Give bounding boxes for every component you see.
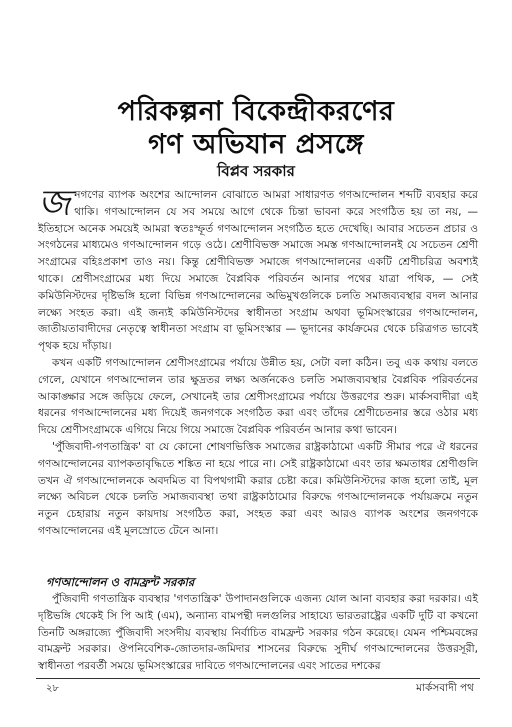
article-title-line-2: গণ অভিযান প্রসঙ্গে: [148, 129, 364, 160]
section-heading: গণআন্দোলন ও বামফ্রন্ট সরকার: [46, 575, 195, 589]
section-body: [38, 591, 478, 675]
paragraph-1: [38, 183, 478, 355]
journal-name: মার্কসবাদী পথ: [416, 682, 474, 694]
paragraph-1-text: নগণের ব্যাপক অংশের আন্দোলন বোঝাতে আমরা সাধারণত গণআন্দোলন শব্দটি ব্যবহার করে থাকি। গণআন্দোলন যে সব সময়ে আগে থেকে চিন্তা ভাবনা করে সংগঠিত হয় তা নয়, — ইতিহাসে অনেক সময়েই আমরা স্বতঃস্ফূর্ত গণআন্দোলন সংগঠিত হতে দেখেছি। আবার সচেতন প্রচার ও সংগঠনের মাধ্যমেও গণআন্দোলন গড়ে ওঠে। শ্রেণীবিভক্ত সমাজে সমস্ত গণআন্দোলনই যে সচেতন শ্রেণী সংগ্রামের বহিঃপ্রকাশ তাও নয়। কিন্তু শ্রেণীবিভক্ত সমাজে গণআন্দোলনের একটি শ্রেণীচরিত্র অবশ্যই থাকে। শ্রেণীসংগ্রামের মধ্য দিয়ে সমাজে বৈপ্লবিক পরিবর্তন আনার পথের যাত্রা পথিক, — সেই কমিউনিস্টদের দৃষ্টিভঙ্গি হলো বিভিন্ন গণআন্দোলনের অভিমুখগুলিকে চলতি সমাজব্যবস্থার বদল আনার লক্ষ্যে সংহত করা। এই জন্যই কমিউনিস্টদের স্বাধীনতা সংগ্রাম অথবা ভূমিসংস্কারের গণআন্দোলন, জাতীয়তাবাদীদের নেতৃত্বে স্বাধীনতা সংগ্রাম বা ভূমিসংস্কার — ভূদানের কার্যক্রমের থেকে চরিত্রগত ভাবেই পৃথক হয়ে দাঁড়ায়।: [38, 189, 478, 353]
paragraph-3: 'পুঁজিবাদী-গণতান্ত্রিক' বা যে কোনো শোষণভিত্তিক সমাজের রাষ্ট্রকাঠামো একটি সীমার পরে ঐ ধরনের গণআন্দোলনের ব্যাপকতাবৃদ্ধিতে শঙ্কিত না হয়ে পারে না। সেই রাষ্ট্রকাঠামো এবং তার ক্ষমতাধর শ্রেণীগুলি তখন ঐ গণআন্দোলনকে অবদমিত বা বিপথগামী করার চেষ্টা করে। কমিউনিস্টদের কাজ হলো তাই, মূল লক্ষ্যে অবিচল থেকে চলতি সমাজব্যবস্থা তথা রাষ্ট্রকাঠামোর বিরুদ্ধে গণআন্দোলনকে পর্যায়ক্রমে নতুন নতুন চেহারায় নতুন কায়দায় সংগঠিত করা, সংহত করা এবং আরও ব্যাপক অংশের জনগণকে গণআন্দোলনের এই মূলস্রোতে টেনে আনা।: [38, 440, 478, 537]
article-body: [38, 183, 478, 540]
article-title-line-1: পরিকল্পনা বিকেন্দ্রীকরণের: [117, 96, 395, 127]
page-number: ২৮: [46, 683, 59, 694]
drop-cap: জ: [38, 183, 71, 224]
paragraph-2: কখন একটি গণআন্দোলন শ্রেণীসংগ্রামের পর্যায়ে উন্নীত হয়, সেটা বলা কঠিন। তবু এক কথায় বলতে গেলে, যেখানে গণআন্দোলন তার ক্ষুদ্রতর লক্ষ্য অর্জনকেও চলতি সমাজব্যবস্থার বৈপ্লবিক পরিবর্তনের আকাঙ্ক্ষার সঙ্গে জড়িয়ে ফেলে, সেখানেই তার শ্রেণীসংগ্রামের পর্যায়ে উত্তরণের শুরু। মার্কসবাদীরা এই ধরনের গণআন্দোলনের মধ্য দিয়েই জনগণকে সংগঠিত করা এবং তাঁদের শ্রেণীচেতনার স্তরে ওঠার মধ্য দিয়ে শ্রেণীসংগ্রামকে এগিয়ে নিয়ে গিয়ে সমাজে বৈপ্লবিক পরিবর্তন আনার কথা ভাবেন।: [38, 356, 478, 437]
author-name: বিপ্লব সরকার: [217, 162, 295, 180]
footer-divider: [36, 678, 480, 679]
section-paragraph-1: পুঁজিবাদী গণতান্ত্রিক ব্যবস্থার 'গণতান্ত্রিক' উপাদানগুলিকে এজন্য যোল আনা ব্যবহার করা দরকার। এই দৃষ্টিভঙ্গি থেকেই সি পি আই (এম), অন্যান্য বামপন্থী দলগুলির সাহায্যে ভারতরাষ্ট্রের একটি দুটি বা কখনো তিনটি অঙ্গরাজ্যে পুঁজিবাদী সংসদীয় ব্যবস্থায় নির্বাচিত বামফ্রন্ট সরকার গঠন করেছে। যেমন পশ্চিমবঙ্গের বামফ্রন্ট সরকার। ঔপনিবেশিক-জোতদার-জমিদার শাসনের বিরুদ্ধে সুদীর্ঘ গণআন্দোলনের উত্তরসূরী, স্বাধীনতা পরবর্তী সময়ে ভূমিসংস্কারের দাবিতে গণআন্দোলনের এবং সাতের দশকের: [38, 593, 478, 673]
